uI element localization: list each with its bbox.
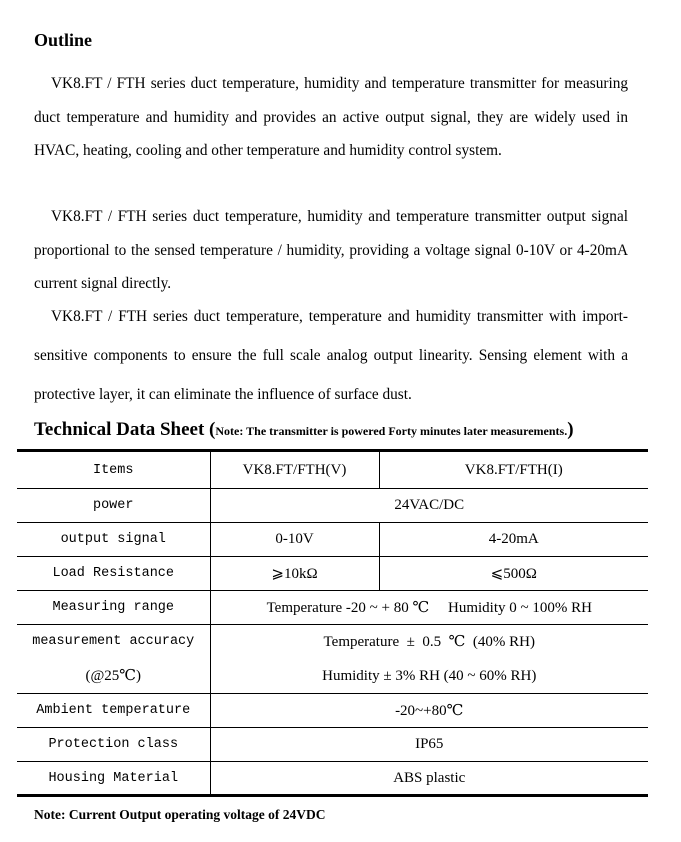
items-voltage-model: VK8.FT/FTH(V): [210, 451, 379, 489]
table-row-housing-material: [17, 762, 648, 796]
table-row-protection-class: [17, 728, 648, 762]
items-current-model: VK8.FT/FTH(I): [379, 451, 648, 489]
accuracy-humidity: Humidity ± 3% RH (40 ~ 60% RH): [322, 668, 537, 684]
load-current-value: ⩽500Ω: [379, 557, 648, 591]
accuracy-label-line1: measurement accuracy: [32, 634, 195, 649]
table-row-load-resistance: [17, 557, 648, 591]
row-label-power: power: [17, 489, 210, 523]
power-value: 24VAC/DC: [210, 489, 648, 523]
load-voltage-value: ⩾10kΩ: [210, 557, 379, 591]
table-row-measuring-range: [17, 591, 648, 625]
output-current-value: 4-20mA: [379, 523, 648, 557]
table-row-accuracy: [17, 625, 648, 694]
row-label-protection-class: Protection class: [17, 728, 210, 762]
outline-paragraph-2: VK8.FT / FTH series duct temperature, humidity and temperature transmitter output signal proportional to the sensed temperature / humidity, providing a voltage signal 0-10V or 4-20mA current signal directly.: [34, 208, 628, 292]
spec-table: [17, 449, 648, 797]
row-label-measuring-range: Measuring range: [17, 591, 210, 625]
datasheet-title-text: Technical Data Sheet: [34, 419, 205, 440]
datasheet-title-note: Note: The transmitter is powered Forty minutes later measurements.: [215, 424, 568, 438]
table-row-output-signal: [17, 523, 648, 557]
accuracy-temperature: Temperature ± 0.5 ℃ (40% RH): [323, 634, 535, 650]
row-label-items: Items: [17, 451, 210, 489]
datasheet-title-close-paren: ): [567, 419, 574, 440]
row-label-ambient-temperature: Ambient temperature: [17, 694, 210, 728]
measuring-range-value: Temperature -20 ~ + 80 ℃ Humidity 0 ~ 100% RH: [210, 591, 648, 625]
ambient-temperature-value: -20~+80℃: [210, 694, 648, 728]
footer-note: Note: Current Output operating voltage of 24VDC: [34, 807, 326, 822]
table-row-items: [17, 451, 648, 489]
outline-paragraph-3: VK8.FT / FTH series duct temperature, temperature and humidity transmitter with import-sensitive components to ensure the full scale analog output linearity. Sensing element with a protective layer, it can eliminate the influence of surface dust.: [34, 308, 628, 403]
row-label-housing-material: Housing Material: [17, 762, 210, 796]
protection-class-value: IP65: [210, 728, 648, 762]
row-label-accuracy: [17, 625, 210, 694]
row-label-output-signal: output signal: [17, 523, 210, 557]
accuracy-value: [210, 625, 648, 694]
housing-material-value: ABS plastic: [210, 762, 648, 796]
table-row-power: [17, 489, 648, 523]
accuracy-label-line2: (@25℃): [85, 668, 142, 684]
outline-heading: Outline: [34, 30, 93, 50]
table-row-ambient-temperature: [17, 694, 648, 728]
outline-paragraph-1: VK8.FT / FTH series duct temperature, humidity and temperature transmitter for measuring duct temperature and humidity and provides an active output signal, they are widely used in HVAC, heating, cooling and other temperature and humidity control system.: [34, 75, 628, 159]
datasheet-title-open-paren: (: [209, 419, 216, 440]
output-voltage-value: 0-10V: [210, 523, 379, 557]
row-label-load-resistance: Load Resistance: [17, 557, 210, 591]
datasheet-title: [34, 419, 574, 441]
